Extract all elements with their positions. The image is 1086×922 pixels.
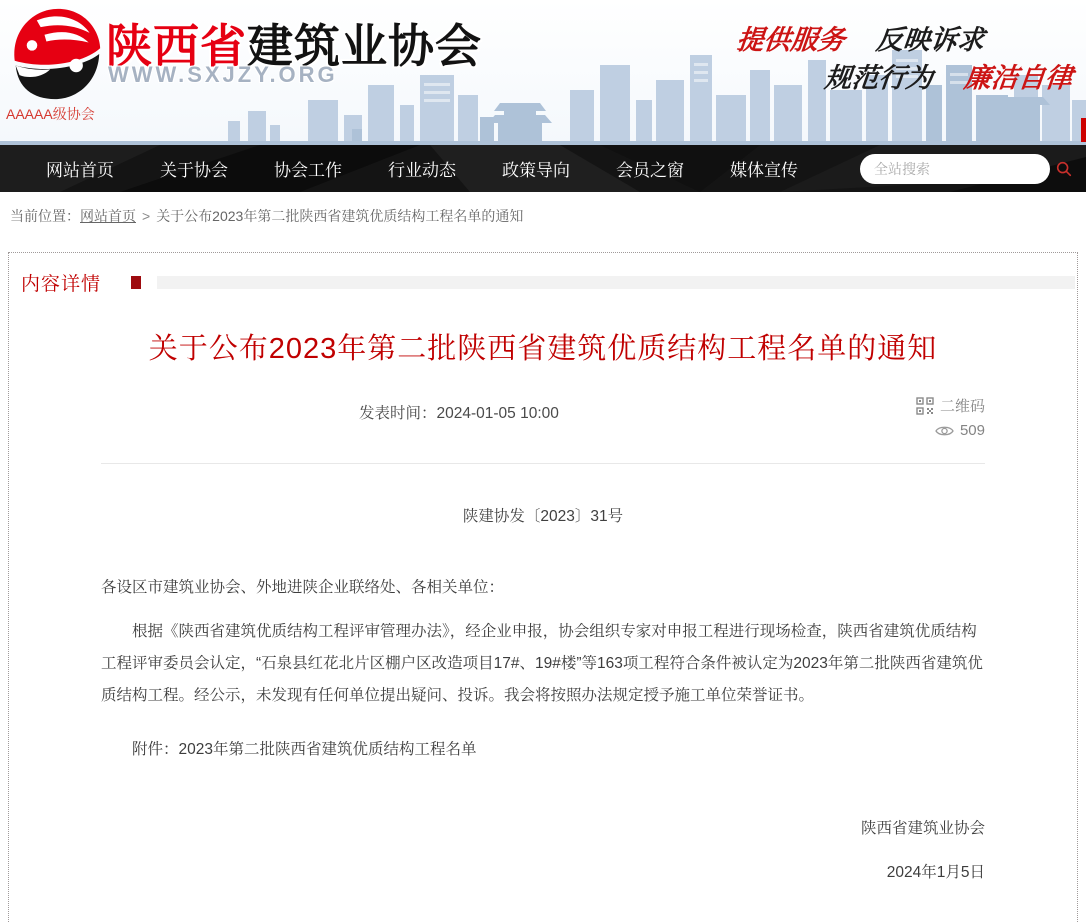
edge-accent-strip (1081, 118, 1086, 142)
slogan-reflect-demands: 反映诉求 (874, 25, 986, 56)
nav-item-about[interactable]: 关于协会 (160, 161, 228, 180)
nav-item-media[interactable]: 媒体宣传 (730, 161, 798, 180)
article-title: 关于公布2023年第二批陕西省建筑优质结构工程名单的通知 (148, 333, 938, 365)
nav-item-association-work[interactable]: 协会工作 (274, 161, 342, 180)
site-header (0, 0, 1086, 145)
eye-icon (935, 424, 954, 438)
slogan-line-1 (735, 18, 987, 57)
site-title-highlight: 陕西省 (106, 20, 247, 72)
section-header (9, 269, 1077, 296)
nav-item-industry-news[interactable]: 行业动态 (388, 161, 456, 180)
view-count: 509 (959, 422, 985, 439)
breadcrumb (0, 192, 1086, 252)
paragraph-attachment: 附件：2023年第二批陕西省建筑优质结构工程名单 (132, 741, 477, 758)
publish-time: 发表时间：2024-01-05 10:00 (359, 405, 559, 422)
qrcode-icon[interactable] (916, 397, 934, 415)
section-accent-square (131, 276, 141, 289)
site-search[interactable] (860, 154, 1050, 184)
nav-item-home[interactable]: 网站首页 (46, 161, 114, 180)
article-meta (9, 393, 1077, 449)
signature-org: 陕西省建筑业协会 (860, 820, 985, 837)
nav-item-members[interactable]: 会员之窗 (616, 161, 684, 180)
site-title-rest: 建筑业协会 (247, 20, 482, 72)
association-logo (8, 6, 104, 102)
search-input[interactable] (874, 161, 1055, 177)
breadcrumb-home-link[interactable]: 网站首页 (80, 208, 136, 224)
paragraph-salutation: 各设区市建筑业协会、外地进陕企业联络处、各相关单位： (101, 579, 505, 596)
slogan-regulate-behavior: 规范行为 (823, 63, 935, 94)
slogan-integrity: 廉洁自律 (962, 63, 1074, 94)
section-accent-bar (157, 276, 1075, 289)
site-url: WWW.SXJZY.ORG (108, 62, 338, 87)
search-icon[interactable] (1055, 160, 1073, 178)
breadcrumb-separator: > (142, 208, 151, 224)
document-number: 陕建协发〔2023〕31号 (462, 508, 624, 525)
section-title: 内容详情 (21, 274, 102, 295)
main-nav (0, 145, 1086, 192)
content-panel (8, 252, 1078, 922)
breadcrumb-label: 当前位置： (10, 208, 80, 224)
qrcode-control[interactable] (916, 395, 985, 416)
signature-block (101, 816, 985, 882)
paragraph-main: 根据《陕西省建筑优质结构工程评审管理办法》，经企业申报，协会组织专家对申报工程进行现场检查，陕西省建筑优质结构工程评审委员会认定，“石泉县红花北片区棚户区改造项目17#、19#楼”等163项工程符合条件被认定为2023年第二批陕西省建筑优质结构工程。经公示，未发现有任何单位提出疑问、投诉。我会将按照办法规定授予施工单位荣誉证书。 (101, 623, 983, 704)
signature-date: 2024年1月5日 (886, 864, 985, 881)
nav-item-policy[interactable]: 政策导向 (502, 161, 570, 180)
slogan-line-2 (823, 56, 1075, 95)
qrcode-label: 二维码 (939, 398, 985, 415)
slogan-provide-service: 提供服务 (735, 25, 847, 56)
view-counter (916, 422, 985, 439)
meta-divider (101, 463, 985, 464)
site-rating-badge: AAAAA级协会 (6, 106, 95, 122)
breadcrumb-current: 关于公布2023年第二批陕西省建筑优质结构工程名单的通知 (156, 208, 524, 224)
